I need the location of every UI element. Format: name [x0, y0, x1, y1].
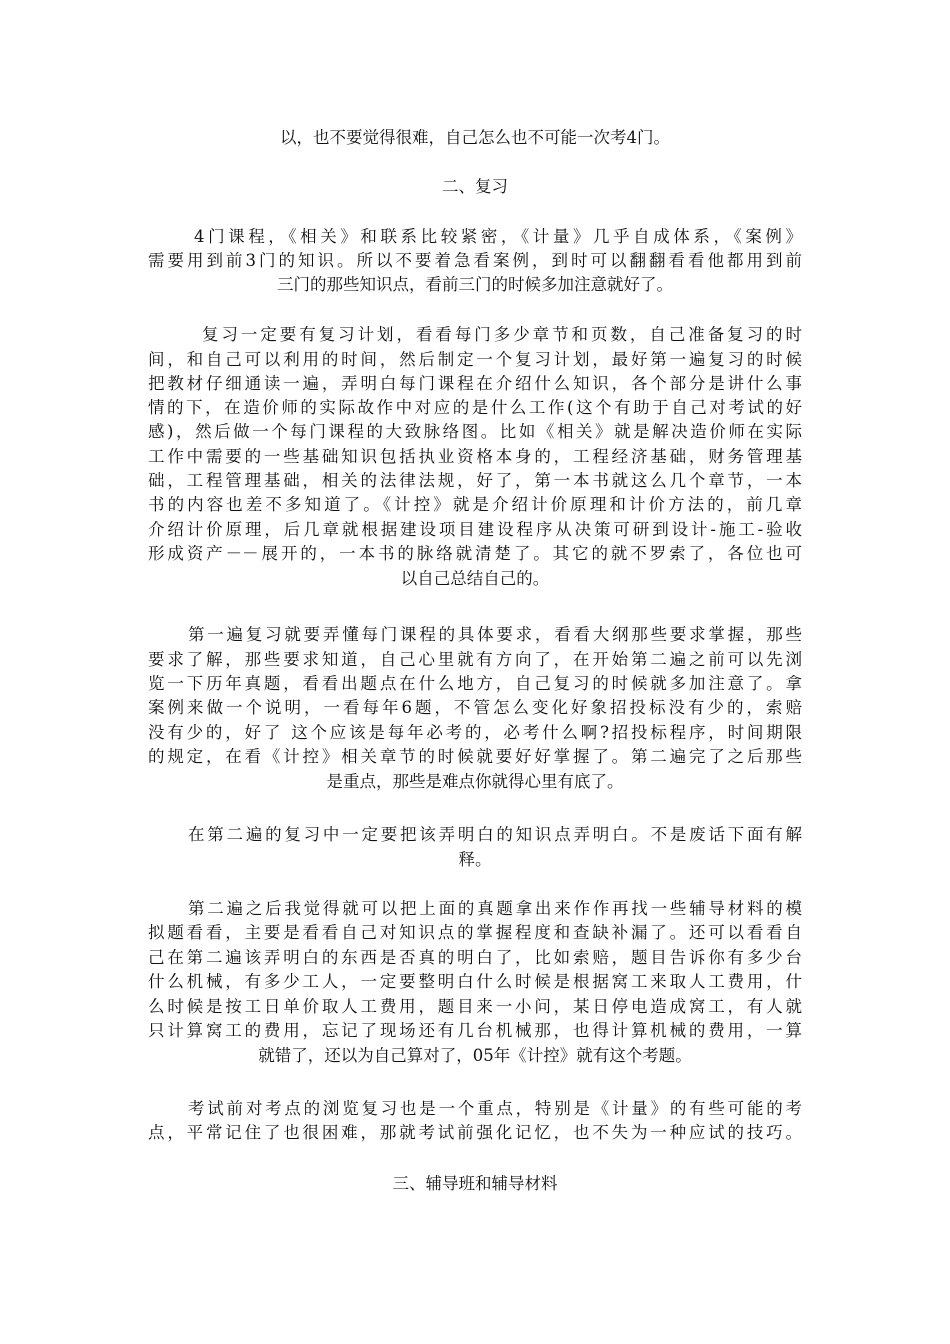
text-line: 以自己总结自己的。: [400, 569, 550, 588]
text-line: 础，工程管理基础，相关的法律法规，好了，第一本书就这么几个章节，一本: [148, 471, 802, 490]
text-line: 拟题看看，主要是看看自己对知识点的掌握程度和查缺补漏了。还可以看看自: [148, 923, 802, 942]
text-line: 三门的那些知识点，看前三门的时候多加注意就好了。: [277, 275, 673, 294]
text-line: 的规定，在看《计控》相关章节的时候就要好好掌握了。第二遍完了之后那些: [148, 747, 802, 766]
text-line: 考试前对考点的浏览复习也是一个重点，特别是《计量》的有些可能的考: [188, 1099, 802, 1118]
text-line: 点，平常记住了也很困难，那就考试前强化记忆，也不失为一种应试的技巧。: [148, 1123, 802, 1142]
text-line: 案例来做一个说明，一看每年6题，不管怎么变化好象招投标没有少的，索赔: [148, 698, 802, 717]
text-line: 第二遍之后我觉得就可以把上面的真题拿出来作作再找一些辅导材料的模: [188, 899, 802, 918]
text-line: 就错了，还以为自己算对了，05年《计控》就有这个考题。: [258, 1046, 692, 1065]
text-line: 书的内容也差不多知道了。《计控》就是介绍计价原理和计价方法的，前几章: [148, 495, 802, 514]
text-line: 在第二遍的复习中一定要把该弄明白的知识点弄明白。不是废话下面有解: [188, 825, 802, 844]
text-line: 以，也不要觉得很难，自己怎么也不可能一次考4门。: [280, 128, 670, 147]
text-line: 览一下历年真题，看看出题点在什么地方，自己复习的时候就多加注意了。拿: [148, 674, 802, 693]
text-line: 是重点，那些是难点你就得心里有底了。: [326, 772, 624, 791]
text-line: 4门课程，《相关》和联系比较紧密，《计量》几乎自成体系，《案例》: [194, 227, 802, 246]
text-line: 第一遍复习就要弄懂每门课程的具体要求，看看大纲那些要求掌握，那些: [188, 625, 802, 644]
text-line: 情的下，在造价师的实际故作中对应的是什么工作(这个有助于自己对考试的好: [148, 398, 802, 417]
text-line: 把教材仔细通读一遍，弄明白每门课程在介绍什么知识，各个部分是讲什么事: [148, 374, 802, 393]
text-line: 没有少的，好了 这个应该是每年必考的，必考什么啊?招投标程序，时间期限: [148, 723, 802, 742]
text-line: 什么机械，有多少工人，一定要整明白什么时候是根据窝工来取人工费用，什: [148, 972, 802, 991]
text-line: 间，和自己可以利用的时间，然后制定一个复习计划，最好第一遍复习的时候: [148, 350, 802, 369]
text-line: 需要用到前3门的知识。所以不要着急看案例，到时可以翻翻看看他都用到前: [148, 251, 802, 270]
text-line: 介绍计价原理，后几章就根据建设项目建设程序从决策可研到设计-施工-验收: [148, 520, 802, 539]
text-line: 只计算窝工的费用，忘记了现场还有几台机械那，也得计算机械的费用，一算: [148, 1021, 802, 1040]
text-line: 释。: [458, 850, 492, 869]
section-heading: 三、辅导班和辅导材料: [392, 1174, 558, 1193]
text-line: 工作中需要的一些基础知识包括执业资格本身的，工程经济基础，财务管理基: [148, 447, 802, 466]
text-line: 么时候是按工日单价取人工费用，题目来一小问，某日停电造成窝工，有人就: [148, 997, 802, 1016]
text-line: 己在第二遍该弄明白的东西是否真的明白了，比如索赔，题目告诉你有多少台: [148, 948, 802, 967]
text-line: 要求了解，那些要求知道，自己心里就有方向了，在开始第二遍之前可以先浏: [148, 650, 802, 669]
text-line: 形成资产－－展开的，一本书的脉络就清楚了。其它的就不罗索了，各位也可: [148, 544, 802, 563]
text-line: 复习一定要有复习计划，看看每门多少章节和页数，自己准备复习的时: [202, 325, 802, 344]
text-line: 感)，然后做一个每门课程的大致脉络图。比如《相关》就是解决造价师在实际: [148, 422, 802, 441]
section-heading: 二、复习: [442, 177, 508, 196]
